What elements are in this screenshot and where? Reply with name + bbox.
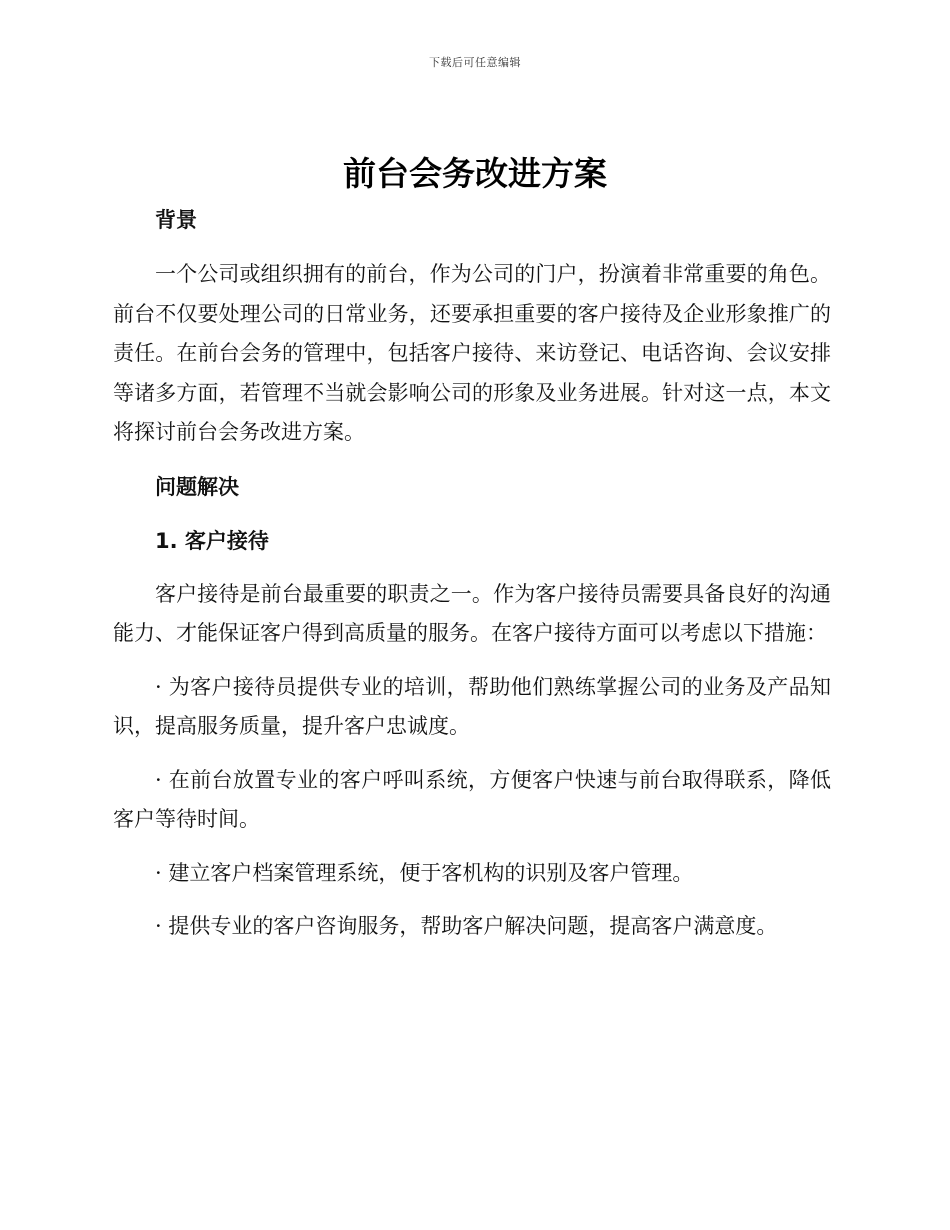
bullet-item: · 建立客户档案管理系统，便于客机构的识别及客户管理。 <box>155 860 694 885</box>
header-note: 下载后可任意编辑 <box>429 56 521 69</box>
subsection-heading-reception: 1. 客户接待 <box>155 528 269 553</box>
bullet-item: · 在前台放置专业的客户呼叫系统，方便客户快速与前台取得联系，降低客户等待时间。 <box>113 767 831 831</box>
section-heading-problem: 问题解决 <box>155 474 239 499</box>
document-body <box>113 200 831 947</box>
document-title: 前台会务改进方案 <box>343 154 607 193</box>
paragraph-background: 一个公司或组织拥有的前台，作为公司的门户，扮演着非常重要的角色。前台不仅要处理公司的日常业务，还要承担重要的客户接待及企业形象推广的责任。在前台会务的管理中，包括客户接待、来访登记、电话咨询、会议安排等诸多方面，若管理不当就会影响公司的形象及业务进展。针对这一点，本文将探讨前台会务改进方案。 <box>113 262 831 444</box>
paragraph-reception: 客户接待是前台最重要的职责之一。作为客户接待员需要具备良好的沟通能力、才能保证客户得到高质量的服务。在客户接待方面可以考虑以下措施： <box>113 581 831 645</box>
bullet-item: · 提供专业的客户咨询服务，帮助客户解决问题，提高客户满意度。 <box>155 914 778 938</box>
bullet-item: · 为客户接待员提供专业的培训，帮助他们熟练掌握公司的业务及产品知识，提高服务质量，提升客户忠诚度。 <box>113 674 831 738</box>
section-heading-background: 背景 <box>155 208 197 232</box>
